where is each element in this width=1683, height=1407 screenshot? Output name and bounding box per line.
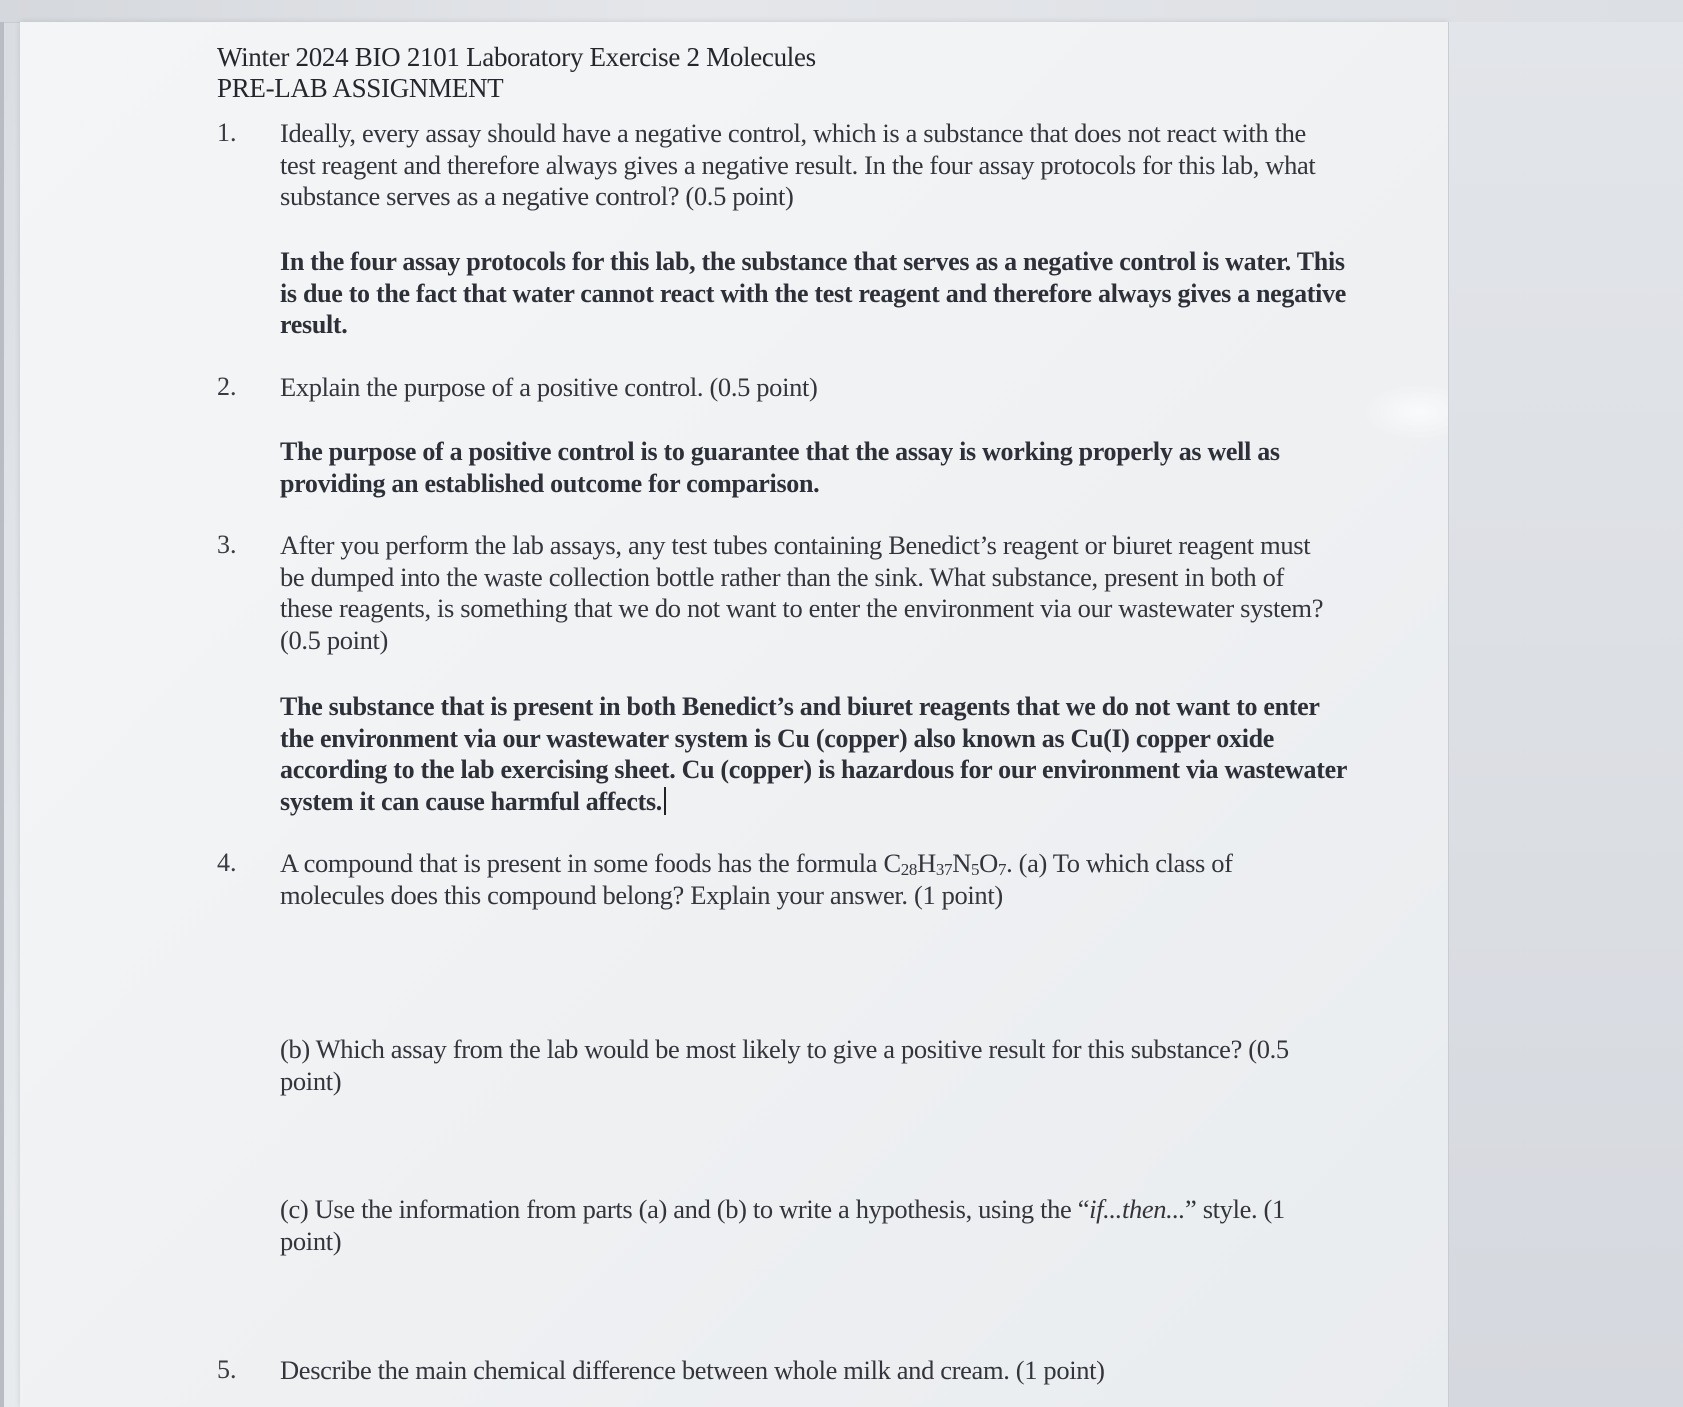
answer-1[interactable]: In the four assay protocols for this lab, the substance that serves as a negative control is water. This is due to the fact that water cannot react with the test reagent and therefore always gives a negative result.	[280, 247, 1347, 339]
window-left-edge	[0, 22, 4, 1407]
question-number: 5.	[217, 1355, 237, 1384]
document-title: Winter 2024 BIO 2101 Laboratory Exercise 2 Molecules	[217, 42, 816, 72]
right-side-panel	[1448, 22, 1683, 1407]
question-4-part-c: (c) Use the information from parts (a) and (b) to write a hypothesis, using the “if...then...” style. (1 point)	[280, 1194, 1285, 1256]
question-text: Explain the purpose of a positive control. (0.5 point)	[280, 372, 818, 402]
browser-top-strip	[0, 0, 1683, 23]
document-page	[20, 22, 1448, 1407]
question-number: 3.	[217, 530, 237, 559]
question-number: 1.	[217, 118, 237, 147]
answer-3-text: The substance that is present in both Benedict’s and biuret reagents that we do not want to enter the environment via our wastewater system is Cu (copper) also known as Cu(I) copper oxide according to the lab exercising sheet. Cu (copper) is hazardous for our environment via wastewater system it can cause harmful affects.	[280, 692, 1347, 816]
question-text: After you perform the lab assays, any test tubes containing Benedict’s reagent or biuret reagent must be dumped into the waste collection bottle rather than the sink. What substance, present in both of these reagents, is something that we do not want to enter the environment via our wastewater system? (0.5 point)	[280, 530, 1324, 655]
question-text: Ideally, every assay should have a negative control, which is a substance that does not react with the test reagent and therefore always gives a negative result. In the four assay protocols for this lab, what substance serves as a negative control? (0.5 point)	[280, 118, 1316, 211]
screen-glare	[1360, 382, 1448, 442]
question-text: Describe the main chemical difference between whole milk and cream. (1 point)	[280, 1355, 1105, 1385]
question-4-part-b: (b) Which assay from the lab would be most likely to give a positive result for this substance? (0.5 point)	[280, 1034, 1289, 1096]
question-number: 2.	[217, 372, 237, 401]
question-text: A compound that is present in some foods has the formula $C_{28}H_{37}N_5O_7$. (a) To which class of molecules does this compound belong? Explain your answer. (1 point)	[280, 848, 1233, 910]
text-cursor	[664, 787, 666, 815]
chemical-formula: $C_{28}H_{37}N_5O_7$	[883, 848, 1007, 879]
answer-2[interactable]: The purpose of a positive control is to guarantee that the assay is working properly as well as providing an established outcome for comparison.	[280, 437, 1280, 498]
answer-3[interactable]	[280, 691, 1350, 817]
question-number: 4.	[217, 848, 237, 877]
document-subtitle: PRE-LAB ASSIGNMENT	[217, 73, 504, 103]
